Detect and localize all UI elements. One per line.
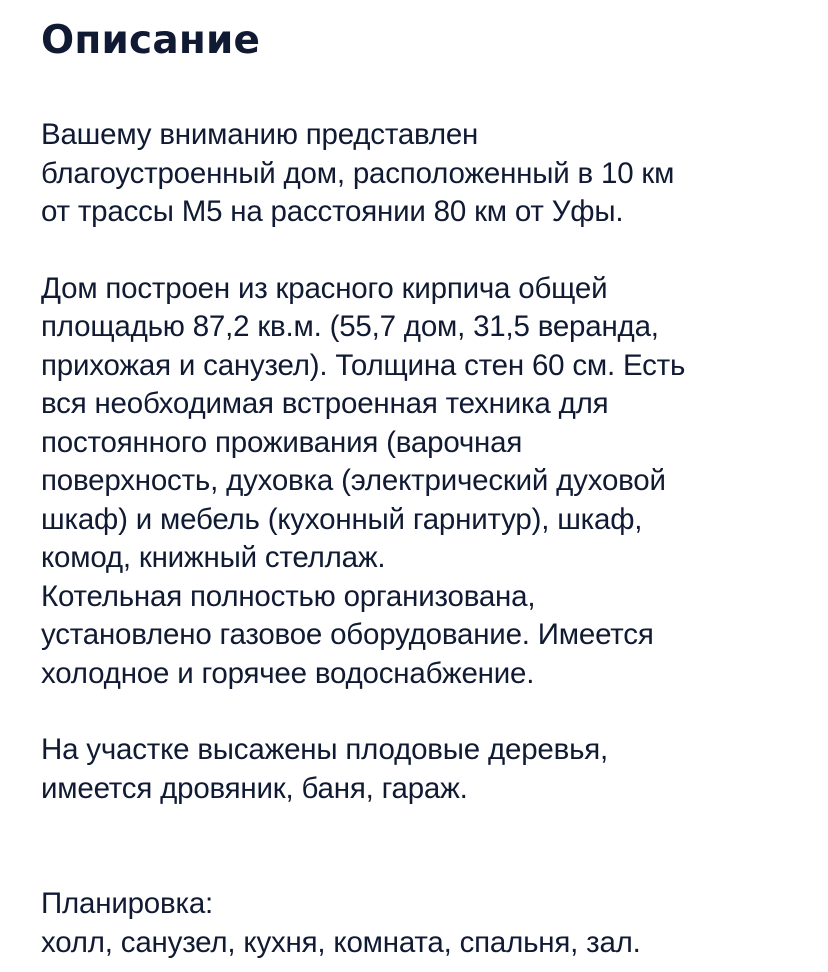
text-line: поверхность, духовка (электрический духовой <box>41 464 666 497</box>
description-section <box>41 18 801 962</box>
paragraph-boiler <box>41 578 801 694</box>
text-line: от трассы М5 на расстоянии 80 км от Уфы. <box>41 195 624 228</box>
paragraph-layout <box>41 885 801 962</box>
text-line: шкаф) и мебель (кухонный гарнитур), шкаф, <box>41 502 643 536</box>
text-line: постоянного проживания (варочная <box>41 425 523 459</box>
text-line: Котельная полностью организована, <box>41 579 536 613</box>
text-line: вся необходимая встроенная техника для <box>41 387 609 420</box>
section-title: Описание <box>41 18 261 63</box>
text-line: установлено газовое оборудование. Имеется <box>41 618 654 651</box>
text-line: благоустроенный дом, расположенный в 10 км <box>41 156 675 190</box>
text-line: Дом построен из красного кирпича общей <box>41 271 608 305</box>
text-line: прихожая и санузел). Толщина стен 60 см. Есть <box>41 348 686 382</box>
paragraph-plot <box>41 731 801 808</box>
text-line: На участке высажены плодовые деревья, <box>41 733 609 766</box>
text-line: холл, санузел, кухня, комната, спальня, зал. <box>41 925 641 959</box>
paragraph-house <box>41 270 801 578</box>
text-line: холодное и горячее водоснабжение. <box>41 656 535 690</box>
text-line: площадью 87,2 кв.м. (55,7 дом, 31,5 веранда, <box>41 310 659 343</box>
text-line: комод, книжный стеллаж. <box>41 541 386 574</box>
paragraph-intro <box>41 116 801 232</box>
text-line: Планировка: <box>41 887 214 920</box>
text-line: имеется дровяник, баня, гараж. <box>41 771 468 805</box>
text-line: Вашему вниманию представлен <box>41 118 479 151</box>
